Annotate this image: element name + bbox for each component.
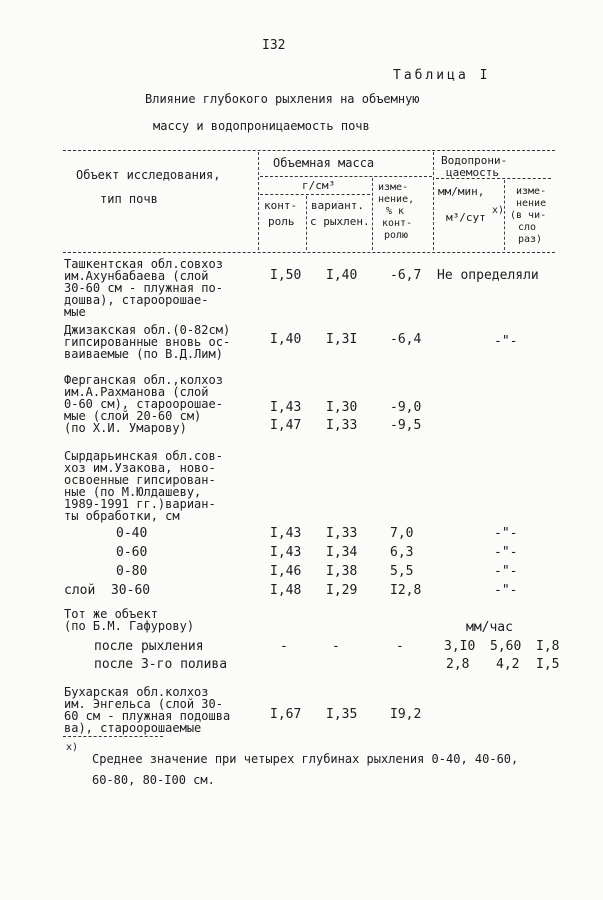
row-name-line: 60 см - плужная подошва (64, 709, 231, 723)
control-header-2: роль (268, 215, 295, 228)
cell-depth: 0-80 (116, 564, 148, 579)
table-title-line1: Влияние глубокого рыхления на объемную (145, 92, 420, 106)
footnote-rule (63, 736, 163, 737)
cell-depth: 0-60 (116, 545, 148, 560)
footnote-line1: Среднее значение при четырех глубинах рыхления 0-40, 40-60, (92, 752, 519, 766)
cell-variant: I,35 (326, 707, 358, 722)
row-name-line: Тот же объект (64, 607, 158, 621)
col-sep-1 (258, 152, 259, 250)
row-name-line: 30-60 см - плужная по- (64, 281, 223, 295)
cell-control: I,40 (270, 332, 302, 347)
col-object-header-1: Объект исследования, (76, 168, 221, 182)
cell-control: I,47 (270, 418, 302, 433)
cell-permeability: Не определяли (437, 268, 539, 283)
row-name-line: освоенные гипсирован- (64, 473, 216, 487)
cell-subrow: после 3-го полива (94, 657, 228, 672)
cell-variant: I,3I (326, 332, 358, 347)
cell-change: -9,5 (390, 418, 422, 433)
cell-change: 5,5 (390, 564, 414, 579)
row-name-line: им. Энгельса (слой 30- (64, 697, 223, 711)
row-name-line: Ферганская обл.,колхоз (64, 373, 223, 387)
footnote-mark: х) (66, 742, 79, 753)
col-sep-3 (372, 178, 373, 250)
cell-variant: I,29 (326, 583, 358, 598)
row-name-line: (по Б.М. Гафурову) (64, 619, 195, 633)
change-header-1: изме- (378, 182, 409, 193)
cell-variant: I,40 (326, 268, 358, 283)
row-name-line: мые (слой 20-60 см) (64, 409, 202, 423)
perm-header-1: Водопрони- (441, 154, 508, 167)
cell-change: -9,0 (390, 400, 422, 415)
row-name-line: Джизакская обл.(0-82см) (64, 323, 231, 337)
row-name-line: им.Ахунбабаева (слой (64, 269, 209, 283)
cell-perm-control: 2,8 (446, 657, 470, 672)
cell-permeability: -"- (494, 334, 518, 349)
row-name-line: Ташкентская обл.совхоз (64, 257, 223, 271)
col-sep-2 (306, 196, 307, 250)
perm-change-header-4: сло (518, 222, 537, 233)
cell-control: I,48 (270, 583, 302, 598)
row-name-line: ты обработки, см (64, 509, 180, 523)
perm-unit-per-hour: мм/час (466, 620, 513, 635)
cell-permeability: -"- (494, 526, 518, 541)
cell-depth: слой 30-60 (64, 583, 151, 598)
row-name-line: Бухарская обл.колхоз (64, 685, 209, 699)
cell-perm-variant: 4,2 (496, 657, 520, 672)
header-sub-rule-3 (260, 194, 370, 195)
cell-perm-change: I,8 (536, 639, 560, 654)
cell-change: - (396, 639, 404, 654)
cell-change: 7,0 (390, 526, 414, 541)
unit-header: г/см³ (302, 179, 336, 192)
footnote-line2: 60-80, 80-I00 см. (92, 773, 215, 787)
variant-header-1: вариант. (311, 199, 364, 212)
col-sep-5 (504, 180, 505, 250)
perm-unit-1: мм/мин, (438, 185, 485, 198)
cell-control: I,43 (270, 545, 302, 560)
cell-control: I,43 (270, 526, 302, 541)
change-header-5: ролю (384, 230, 409, 241)
change-header-3: % к (386, 206, 405, 217)
cell-perm-variant: 5,60 (490, 639, 522, 654)
row-name-line: ные (по М.Юлдашеву, (64, 485, 202, 499)
cell-perm-change: I,5 (536, 657, 560, 672)
row-name-line: 1989-1991 гг.)вариан- (64, 497, 216, 511)
table-label: Таблица I (393, 68, 491, 83)
variant-header-2: с рыхлен. (310, 215, 370, 228)
cell-permeability: -"- (494, 545, 518, 560)
col-sep-4 (433, 152, 434, 250)
change-header-2: нение, (378, 194, 415, 205)
cell-control: I,46 (270, 564, 302, 579)
cell-variant: I,33 (326, 526, 358, 541)
page-number: I32 (262, 38, 286, 53)
change-header-4: конт- (382, 218, 413, 229)
row-name-line: 0-60 см), староорошае- (64, 397, 223, 411)
cell-permeability: -"- (494, 564, 518, 579)
cell-change: I9,2 (390, 707, 422, 722)
table-title-line2: массу и водопроницаемость почв (153, 119, 370, 133)
cell-variant: I,33 (326, 418, 358, 433)
row-name-line: (по Х.И. Умарову) (64, 421, 187, 435)
table-top-rule (63, 150, 555, 151)
row-name-line: дошва), староорошае- (64, 293, 209, 307)
cell-variant: I,38 (326, 564, 358, 579)
cell-control: I,67 (270, 707, 302, 722)
row-name-line: хоз им.Узакова, ново- (64, 461, 216, 475)
bulk-density-header: Объемная масса (273, 156, 375, 170)
perm-change-header-5: раз) (518, 234, 543, 245)
cell-control: I,43 (270, 400, 302, 415)
cell-permeability: -"- (494, 583, 518, 598)
perm-change-header-2: нение (516, 198, 547, 209)
cell-change: 6,3 (390, 545, 414, 560)
row-name-line: Сырдарьинская обл.сов- (64, 449, 223, 463)
perm-unit-2: м³/сут (446, 211, 486, 224)
cell-change: -6,7 (390, 268, 422, 283)
cell-control: I,50 (270, 268, 302, 283)
cell-change: -6,4 (390, 332, 422, 347)
col-object-header-2: тип почв (100, 192, 158, 206)
row-name-line: ваиваемые (по В.Д.Лим) (64, 347, 223, 361)
perm-unit-footnote-mark: х) (492, 205, 505, 216)
cell-control: - (280, 639, 288, 654)
cell-variant: - (332, 639, 340, 654)
cell-perm-control: 3,I0 (444, 639, 476, 654)
cell-variant: I,30 (326, 400, 358, 415)
control-header-1: конт- (264, 199, 298, 212)
header-sub-rule-1 (260, 176, 432, 177)
row-name-line: им.А.Рахманова (слой (64, 385, 209, 399)
cell-depth: 0-40 (116, 526, 148, 541)
perm-header-2: цаемость (446, 166, 499, 179)
perm-change-header-3: (в чи- (510, 210, 547, 221)
row-name-line: ва), староорошаемые (64, 721, 202, 735)
row-name-line: гипсированные вновь ос- (64, 335, 231, 349)
perm-change-header-1: изме- (516, 186, 547, 197)
cell-variant: I,34 (326, 545, 358, 560)
cell-subrow: после рыхления (94, 639, 204, 654)
header-bottom-rule (63, 252, 555, 253)
row-name-line: мые (64, 305, 86, 319)
cell-change: I2,8 (390, 583, 422, 598)
